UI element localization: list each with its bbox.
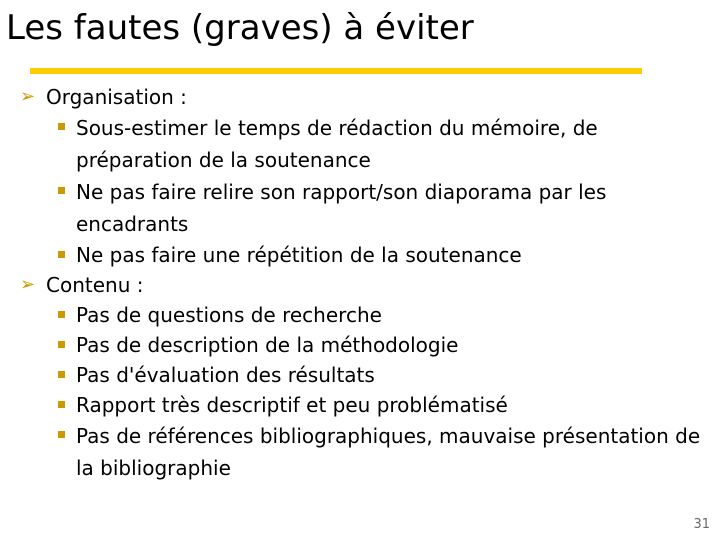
square-bullet-icon bbox=[58, 187, 65, 194]
section-heading-label: Organisation : bbox=[46, 85, 187, 109]
list-item bbox=[16, 112, 706, 176]
page-number: 31 bbox=[693, 517, 710, 532]
square-bullet-icon bbox=[58, 401, 65, 408]
list-item bbox=[16, 360, 706, 390]
section-heading-contenu bbox=[16, 270, 706, 300]
section-heading-label: Contenu : bbox=[46, 273, 144, 297]
list-item-text: Pas d'évaluation des résultats bbox=[76, 363, 375, 387]
square-bullet-icon bbox=[58, 251, 65, 258]
square-bullet-icon bbox=[58, 123, 65, 130]
list-item bbox=[16, 420, 706, 484]
list-item-text: Ne pas faire une répétition de la soutenance bbox=[76, 243, 522, 267]
square-bullet-icon bbox=[58, 341, 65, 348]
list-item bbox=[16, 240, 706, 270]
list-item-text: Pas de références bibliographiques, mauvaise présentation de la bibliographie bbox=[76, 424, 701, 480]
title-underline bbox=[30, 68, 642, 74]
list-item-text: Rapport très descriptif et peu problématisé bbox=[76, 393, 508, 417]
list-item-text: Ne pas faire relire son rapport/son diaporama par les encadrants bbox=[76, 180, 607, 236]
list-item bbox=[16, 176, 706, 240]
arrow-bullet-icon: ➢ bbox=[20, 274, 36, 295]
slide-title: Les fautes (graves) à éviter bbox=[6, 8, 474, 48]
list-item-text: Pas de description de la méthodologie bbox=[76, 333, 459, 357]
list-item bbox=[16, 390, 706, 420]
section-heading-organisation bbox=[16, 82, 706, 112]
slide-content bbox=[16, 82, 706, 484]
square-bullet-icon bbox=[58, 431, 65, 438]
square-bullet-icon bbox=[58, 371, 65, 378]
list-item bbox=[16, 330, 706, 360]
arrow-bullet-icon: ➢ bbox=[20, 86, 36, 107]
list-item bbox=[16, 300, 706, 330]
list-item-text: Pas de questions de recherche bbox=[76, 303, 382, 327]
list-item-text: Sous-estimer le temps de rédaction du mémoire, de préparation de la soutenance bbox=[76, 116, 598, 172]
square-bullet-icon bbox=[58, 311, 65, 318]
